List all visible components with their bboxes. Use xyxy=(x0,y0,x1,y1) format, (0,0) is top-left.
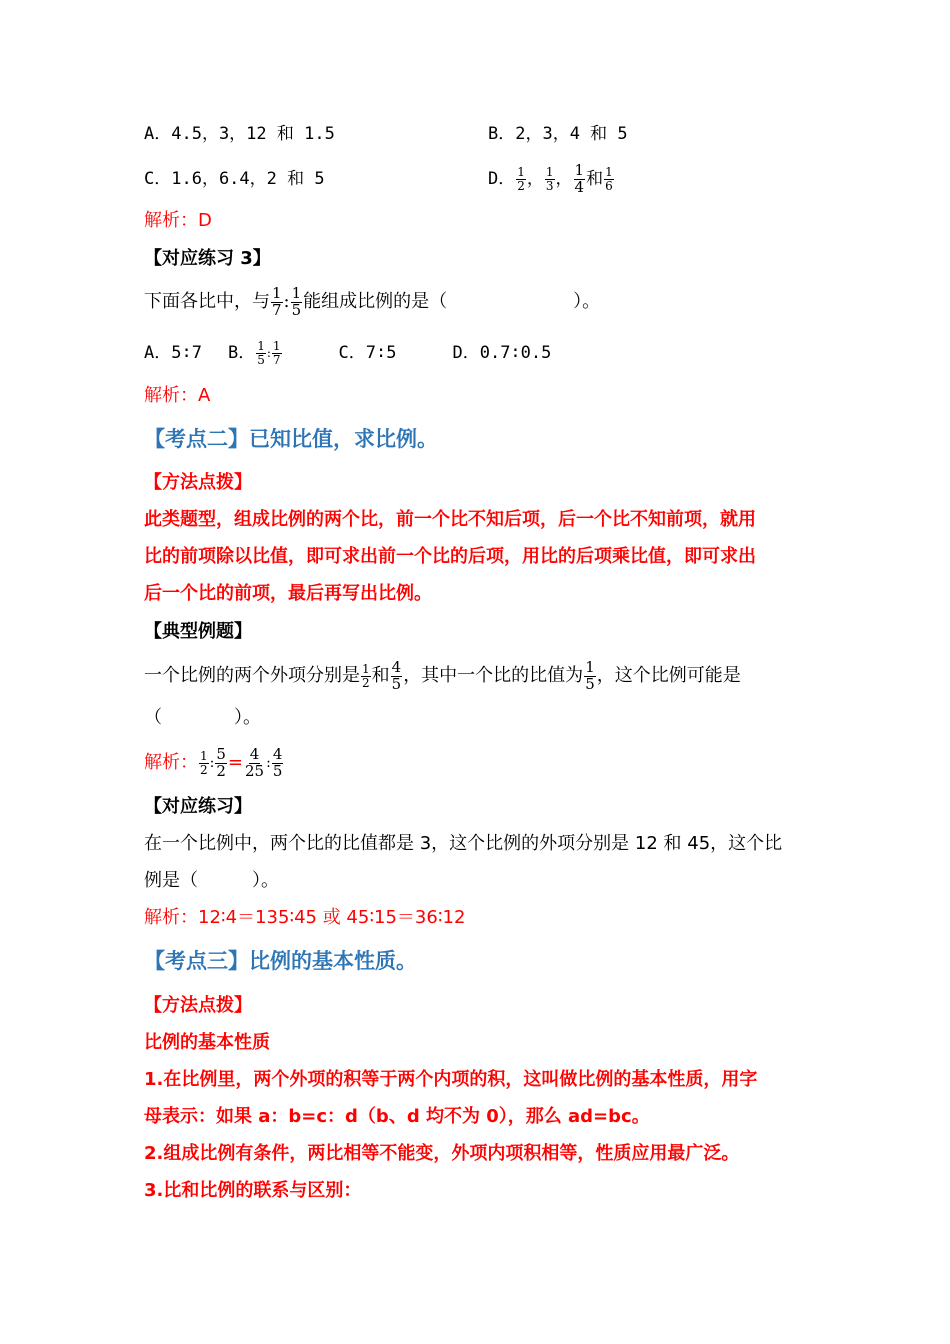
method-line: 比的前项除以比值，即可求出前一个比的后项，用比的后项乘比值，即可求出 xyxy=(144,546,756,567)
fraction-denominator: 6 xyxy=(605,178,613,193)
practice3-question xyxy=(144,282,600,322)
fraction-numerator: 1 xyxy=(605,164,613,179)
ratio-colon: : xyxy=(209,755,215,771)
practice-heading: 【对应练习】 xyxy=(144,796,252,817)
fraction xyxy=(584,657,596,693)
and-word: 和 xyxy=(586,169,604,189)
fraction-denominator: 2 xyxy=(200,762,208,777)
practice-answer: 解析：12∶4＝135∶45 或 45∶15＝36∶12 xyxy=(144,907,466,928)
practice-question-line: 例是（ ）。 xyxy=(144,870,279,891)
fraction-numerator: 1 xyxy=(545,164,554,179)
practice3-options xyxy=(144,334,551,372)
fraction-numerator: 1 xyxy=(362,661,370,676)
method-line: 后一个比的前项，最后再写出比例。 xyxy=(144,583,432,604)
question-text: ，其中一个比的比值为 xyxy=(403,665,584,686)
fraction-numerator: 1 xyxy=(257,338,265,353)
fraction xyxy=(244,744,265,780)
fraction-denominator: 5 xyxy=(272,761,283,780)
fraction-numerator: 4 xyxy=(272,744,283,763)
separator: ， xyxy=(526,169,544,189)
question-text: ）。 xyxy=(573,291,601,312)
fraction xyxy=(199,750,209,776)
option-c: C．1.6，6.4，2 和 5 xyxy=(144,169,325,189)
fraction-denominator: 2 xyxy=(216,761,226,780)
question-text: ，这个比例可能是 xyxy=(596,665,741,686)
fraction-denominator: 3 xyxy=(545,178,554,193)
fraction xyxy=(545,166,555,192)
fraction xyxy=(361,663,371,689)
method-line: 此类题型，组成比例的两个比，前一个比不知后项，后一个比不知前项，就用 xyxy=(144,509,756,530)
fraction-denominator: 5 xyxy=(257,352,265,367)
fraction xyxy=(391,657,403,693)
option-d: D．0.7∶0.5 xyxy=(452,343,552,363)
fraction-numerator: 1 xyxy=(272,283,282,302)
separator: ， xyxy=(555,169,573,189)
fraction xyxy=(291,283,303,319)
property-heading: 比例的基本性质 xyxy=(144,1032,270,1053)
practice3-heading: 【对应练习 3】 xyxy=(144,248,271,269)
fraction xyxy=(272,340,282,366)
question-text: 下面各比中，与 xyxy=(144,291,270,312)
fraction-denominator: 5 xyxy=(585,674,595,693)
fraction xyxy=(516,166,526,192)
fraction-numerator: 4 xyxy=(249,744,260,763)
fraction-numerator: 1 xyxy=(585,657,595,676)
fraction xyxy=(271,283,283,319)
fraction xyxy=(574,160,586,196)
option-c: C．7∶5 xyxy=(338,343,397,363)
fraction xyxy=(256,340,266,366)
property-line: 母表示：如果 a：b=c：d（b、d 均不为 0），那么 ad=bc。 xyxy=(144,1106,650,1127)
fraction-denominator: 7 xyxy=(272,352,281,367)
fraction-denominator: 2 xyxy=(517,178,525,193)
practice3-answer: 解析：A xyxy=(144,385,211,406)
option-b: B．2，3，4 和 5 xyxy=(488,124,628,144)
fraction-denominator: 5 xyxy=(391,674,402,693)
fraction-denominator: 7 xyxy=(272,300,282,319)
fraction-numerator: 1 xyxy=(291,283,302,302)
fraction-numerator: 1 xyxy=(517,164,525,179)
option-a: A．4.5，3，12 和 1.5 xyxy=(144,124,335,144)
fraction-numerator: 1 xyxy=(272,338,281,353)
example-blank: （ ）。 xyxy=(144,707,261,728)
fraction-numerator: 4 xyxy=(391,657,402,676)
ratio-colon: : xyxy=(266,755,271,771)
fraction-numerator: 5 xyxy=(216,744,226,763)
fraction-numerator: 1 xyxy=(200,748,208,763)
fraction-denominator: 5 xyxy=(291,300,302,319)
question-text: 和 xyxy=(371,665,390,686)
property-line: 2.组成比例有条件，两比相等不能变，外项内项积相等，性质应用最广泛。 xyxy=(144,1143,740,1164)
practice-question-line: 在一个比例中，两个比的比值都是 3，这个比例的外项分别是 12 和 45，这个比 xyxy=(144,833,783,854)
question-text: 能组成比例的是（ xyxy=(303,291,448,312)
method-heading: 【方法点拨】 xyxy=(144,995,252,1016)
fraction-denominator: 4 xyxy=(574,177,585,196)
fraction xyxy=(215,744,227,780)
section-title-kaodian3: 【考点三】比例的基本性质。 xyxy=(144,949,417,973)
ratio-colon: : xyxy=(283,291,290,312)
property-line: 3.比和比例的联系与区别： xyxy=(144,1180,362,1201)
fraction-numerator: 1 xyxy=(574,160,585,179)
question-text: 一个比例的两个外项分别是 xyxy=(144,665,360,686)
property-line: 1.在比例里，两个外项的积等于两个内项的积，这叫做比例的基本性质，用字 xyxy=(144,1069,758,1090)
solution-label: 解析： xyxy=(144,752,198,773)
example-question xyxy=(144,655,741,697)
example-solution xyxy=(144,742,284,784)
fraction-denominator: 25 xyxy=(245,761,265,780)
fraction xyxy=(604,166,614,192)
option-b-label: B． xyxy=(227,343,256,363)
section-title-kaodian2: 【考点二】已知比值，求比例。 xyxy=(144,427,438,451)
answer-1: 解析：D xyxy=(144,210,212,231)
equals-sign: = xyxy=(227,752,243,773)
option-a: A．5∶7 xyxy=(144,343,202,363)
option-d xyxy=(488,160,615,198)
ratio-colon: : xyxy=(266,346,271,360)
fraction-denominator: 2 xyxy=(362,675,370,690)
fraction xyxy=(272,744,284,780)
option-d-label: D． xyxy=(488,169,516,189)
method-heading: 【方法点拨】 xyxy=(144,472,252,493)
example-heading: 【典型例题】 xyxy=(144,621,252,642)
